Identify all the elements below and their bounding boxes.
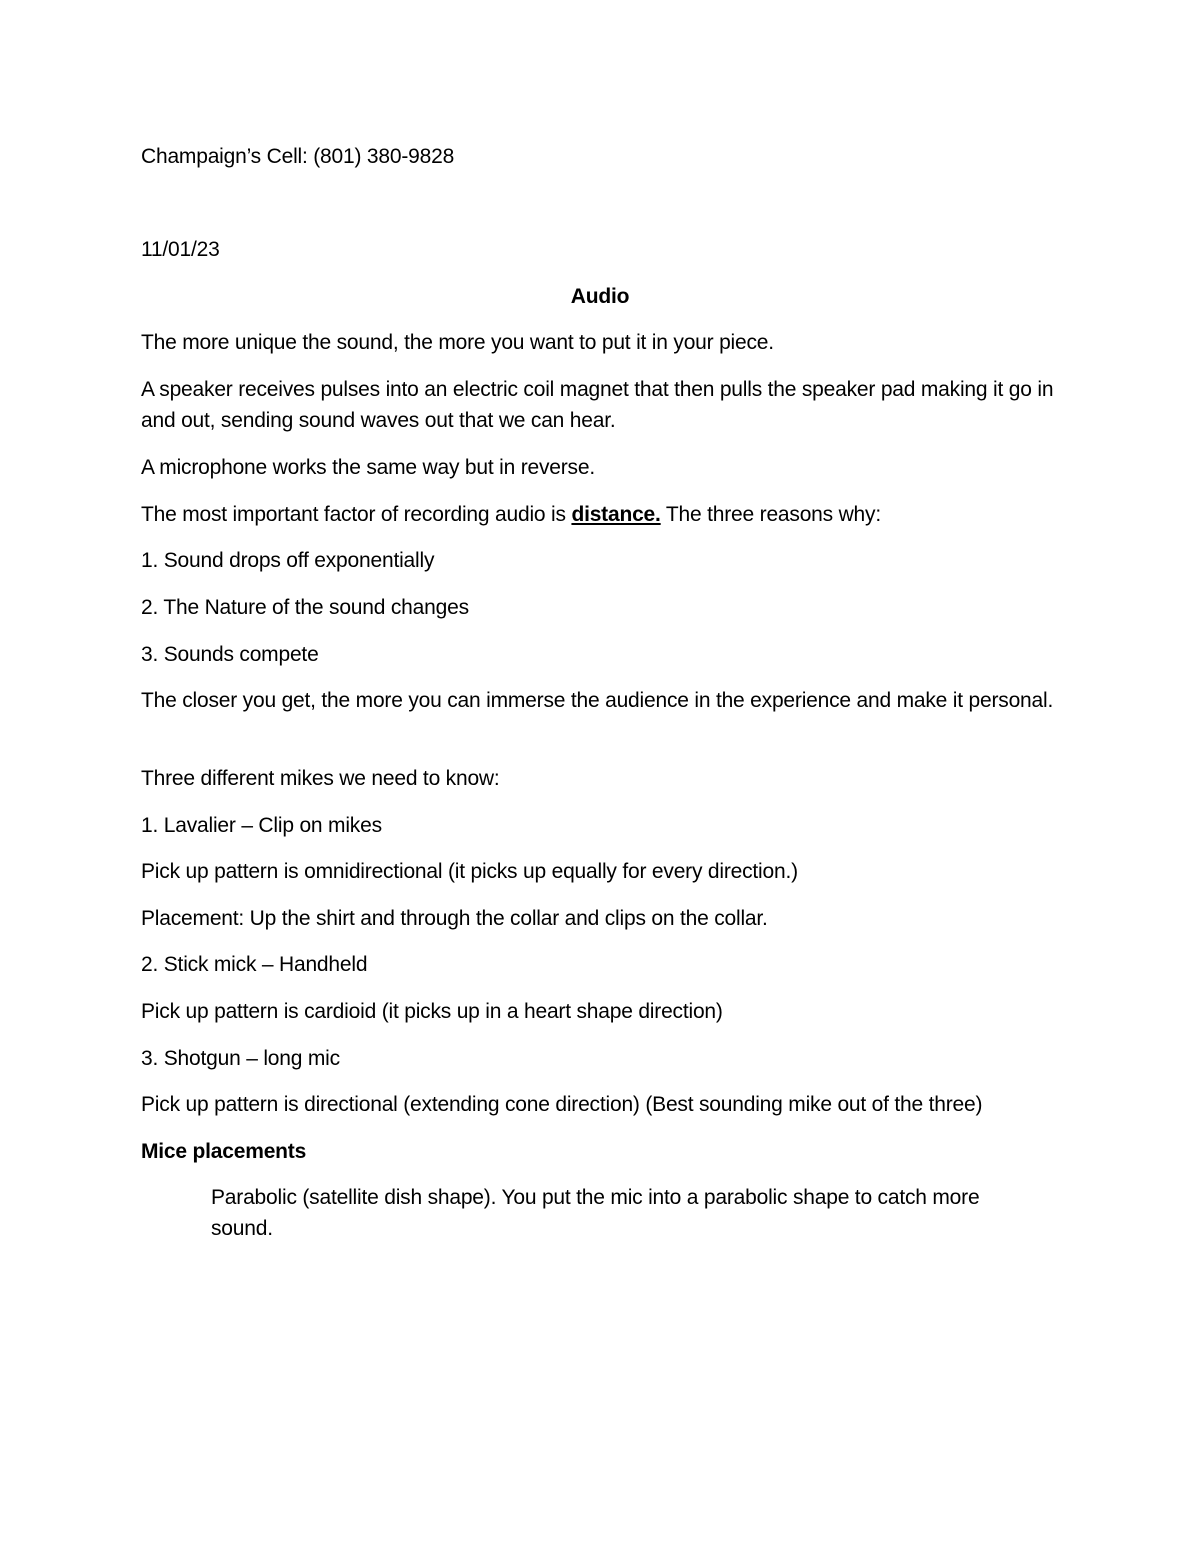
paragraph-parabolic: Parabolic (satellite dish shape). You put the mic into a parabolic shape to catch more sound. [211, 1186, 980, 1240]
distance-text-before: The most important factor of recording audio is [141, 503, 572, 526]
date-line: 11/01/23 [141, 238, 220, 261]
mike-1-placement: Placement: Up the shirt and through the collar and clips on the collar. [141, 907, 768, 930]
paragraph-closer: The closer you get, the more you can immerse the audience in the experience and make it personal. [141, 689, 1054, 712]
paragraph-distance [141, 499, 1071, 530]
paragraph-unique: The more unique the sound, the more you want to put it in your piece. [141, 331, 774, 354]
mike-2-pattern: Pick up pattern is cardioid (it picks up in a heart shape direction) [141, 1000, 723, 1023]
reason-1: 1. Sound drops off exponentially [141, 549, 435, 572]
distance-text-after: The three reasons why: [660, 503, 881, 526]
reason-3: 3. Sounds compete [141, 643, 319, 666]
mike-3-pattern: Pick up pattern is directional (extending cone direction) (Best sounding mike out of the three) [141, 1093, 983, 1116]
mike-2: 2. Stick mick – Handheld [141, 953, 368, 976]
paragraph-speaker: A speaker receives pulses into an electric coil magnet that then pulls the speaker pad making it go in and out, sending sound waves out that we can hear. [141, 378, 1054, 432]
mikes-intro: Three different mikes we need to know: [141, 767, 500, 790]
mike-1-pattern: Pick up pattern is omnidirectional (it picks up equally for every direction.) [141, 860, 798, 883]
placements-heading: Mice placements [141, 1140, 307, 1163]
page-title: Audio [570, 285, 630, 308]
mike-1: 1. Lavalier – Clip on mikes [141, 814, 382, 837]
mike-3: 3. Shotgun – long mic [141, 1047, 340, 1070]
paragraph-microphone: A microphone works the same way but in reverse. [141, 456, 595, 479]
contact-line: Champaign’s Cell: (801) 380-9828 [141, 145, 455, 168]
distance-keyword: distance. [571, 503, 661, 526]
reason-2: 2. The Nature of the sound changes [141, 596, 469, 619]
